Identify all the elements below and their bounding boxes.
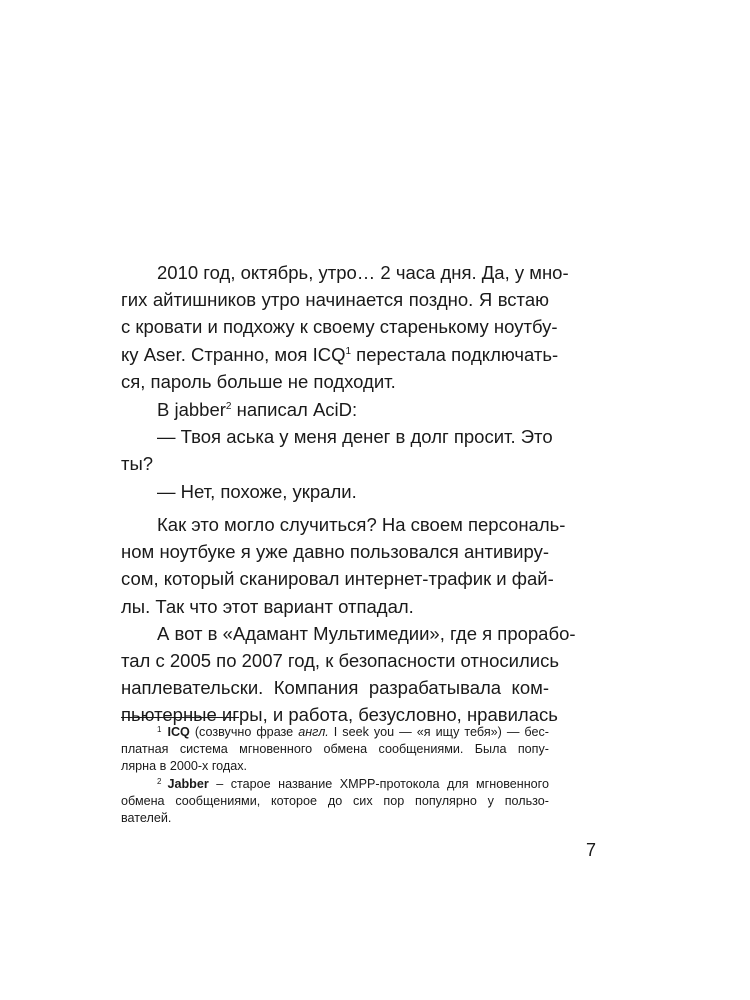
text-line: Как это могло случиться? На своем персональ- [157, 514, 566, 535]
page-number: 7 [586, 840, 597, 860]
text-line [121, 341, 559, 368]
text-line: гих айтишников утро начинается поздно. Я встаю [121, 289, 549, 311]
text-fragment: В jabber [157, 399, 226, 420]
text-fragment: перестала подключать- [351, 343, 559, 365]
footnote-line: лярна в 2000-х годах. [121, 759, 248, 774]
footnote-line: вателей. [121, 810, 172, 825]
footnote-line: платная система мгновенного обмена сообщениями. Была попу- [121, 742, 549, 757]
paragraph-intro [121, 259, 569, 395]
text-line: наплевательски. Компания разрабатывала ком- [121, 677, 549, 699]
paragraph-question [121, 511, 576, 729]
dialogue-line: — Твоя аська у меня денег в долг просит. Это [157, 426, 553, 448]
text-line [121, 396, 549, 423]
text-fragment: ку Aser. Странно, моя ICQ [121, 343, 346, 365]
text-line: ты? [121, 453, 154, 475]
footnote-ref-2: 2 [225, 401, 232, 412]
footnote-divider [121, 717, 239, 718]
footnote-mark: 2 [157, 776, 162, 786]
footnote-term: Jabber [167, 776, 209, 791]
text-line: 2010 год, октябрь, утро… 2 часа дня. Да, у мно- [157, 262, 569, 283]
text-fragment: – старое название XMPP-протокола для мгновенного [208, 776, 549, 791]
footnotes [121, 724, 549, 827]
footnote-1 [121, 724, 549, 741]
footnote-term: ICQ [167, 725, 190, 739]
paragraph-dialogue [121, 396, 553, 505]
text-line: тал с 2005 по 2007 год, к безопасности относились [121, 649, 560, 671]
text-fragment: I seek you — «я ищу тебя») — бес- [328, 725, 549, 739]
dialogue-line: — Нет, похоже, украли. [157, 480, 357, 502]
footnote-line: обмена сообщениями, которое до сих пор популярно у пользо- [121, 793, 549, 808]
text-fragment: написал AciD: [231, 399, 358, 420]
text-line: ном ноутбуке я уже давно пользовался антивиру- [121, 541, 549, 563]
footnote-mark: 1 [157, 725, 162, 734]
footnote-ref-1: 1 [345, 345, 352, 357]
text-line: пьютерные игры, и работа, безусловно, нравилась [121, 704, 558, 726]
text-line: с кровати и подхожу к своему старенькому ноутбу- [121, 316, 558, 338]
text-line: сом, который сканировал интернет-трафик и фай- [121, 568, 554, 590]
text-line: А вот в «Адамант Мультимедии», где я прорабо- [157, 622, 576, 644]
text-line: ся, пароль больше не подходит. [121, 370, 396, 392]
text-fragment: (созвучно фразе [189, 725, 299, 739]
text-fragment: англ. [298, 725, 329, 739]
footnote-2 [121, 776, 549, 793]
text-line: лы. Так что этот вариант отпадал. [121, 595, 414, 617]
